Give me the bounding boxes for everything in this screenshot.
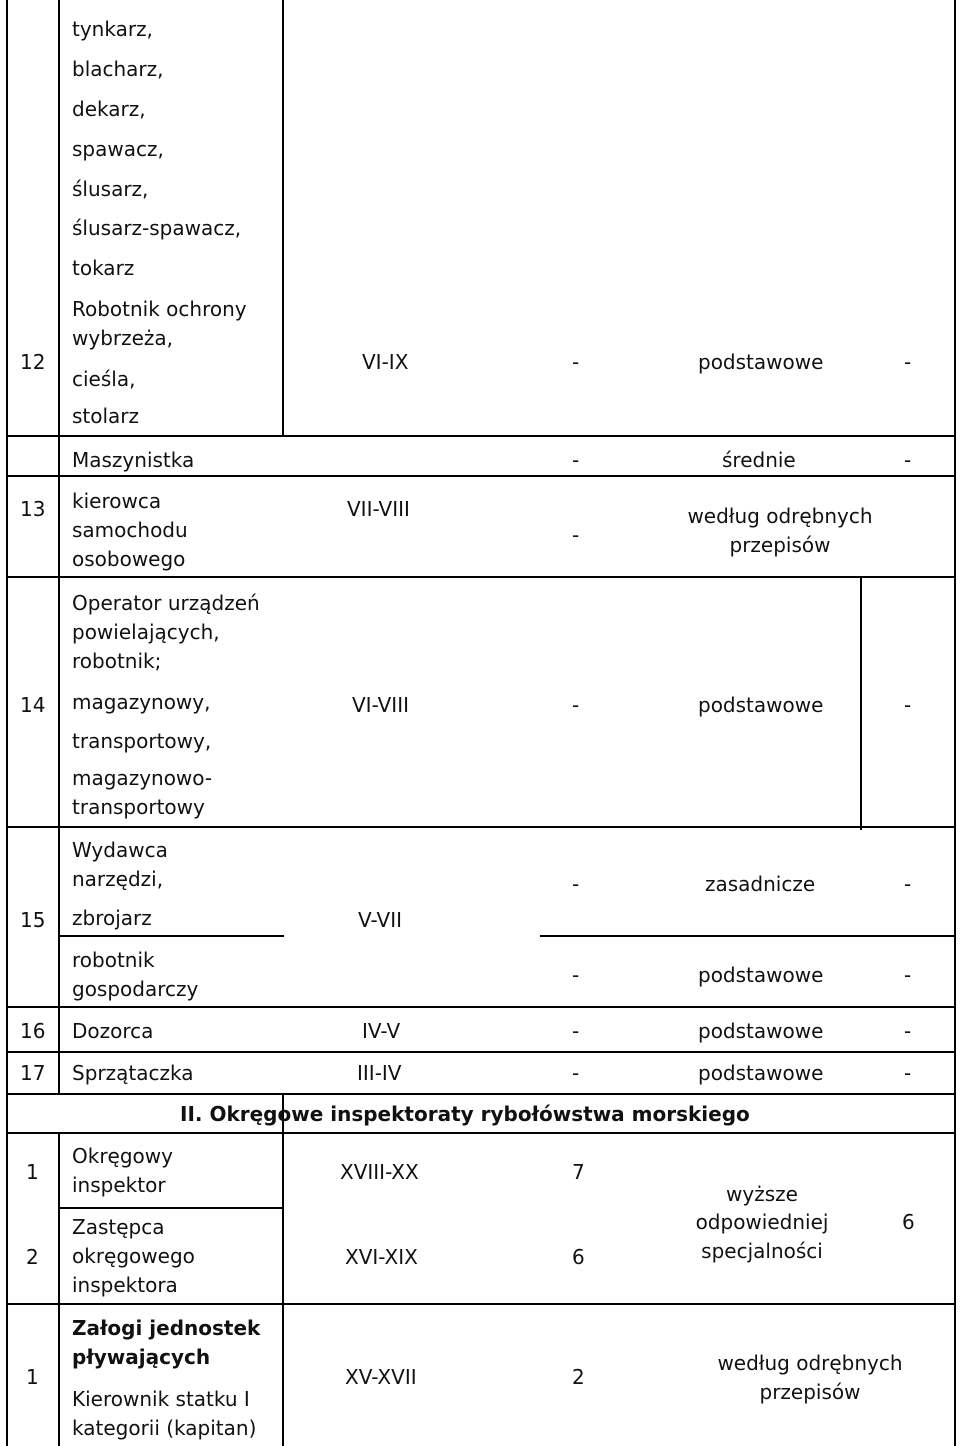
education: podstawowe [698, 1019, 824, 1043]
years-value: 7 [572, 1160, 585, 1184]
grade-range: XVIII-XX [340, 1160, 419, 1184]
education: przepisów [759, 1380, 861, 1404]
job-title: wybrzeża, [72, 326, 174, 350]
job-title: transportowy [72, 795, 205, 819]
job-title: zbrojarz [72, 906, 152, 930]
row-number: 14 [20, 693, 46, 717]
education: specjalności [701, 1239, 823, 1263]
education: zasadnicze [705, 872, 816, 896]
grade-range: VII-VIII [347, 497, 410, 521]
row-number: 1 [26, 1160, 39, 1184]
job-title: robotnik [72, 948, 155, 972]
job-title: magazynowy, [72, 690, 211, 714]
job-title: cieśla, [72, 367, 136, 391]
education: wyższe [726, 1182, 798, 1206]
row-number: 15 [20, 908, 46, 932]
job-title: magazynowo- [72, 766, 213, 790]
grade-range: XVI-XIX [345, 1245, 418, 1269]
years-dash: - [572, 448, 580, 472]
column-divider-number [58, 0, 60, 1094]
education: podstawowe [698, 350, 824, 374]
job-title: narzędzi, [72, 867, 164, 891]
row-rule [6, 475, 956, 477]
job-title: samochodu [72, 518, 188, 542]
years-dash: - [572, 872, 580, 896]
job-title: okręgowego [72, 1244, 195, 1268]
job-title: Robotnik ochrony [72, 297, 247, 321]
row-number: 1 [26, 1365, 39, 1389]
row-rule-partial [58, 935, 284, 937]
years-dash: - [572, 1061, 580, 1085]
last-dash: - [904, 963, 912, 987]
grade-range: V-VII [358, 908, 403, 932]
job-title: Kierownik statku I [72, 1387, 250, 1411]
last-dash: - [904, 872, 912, 896]
column-divider-number-lower [58, 1132, 60, 1446]
years-dash: - [572, 350, 580, 374]
job-title: gospodarczy [72, 977, 199, 1001]
job-title: Maszynistka [72, 448, 195, 472]
education: podstawowe [698, 693, 824, 717]
job-title: inspektor [72, 1173, 166, 1197]
row-number: 13 [20, 497, 46, 521]
last-dash: - [904, 1061, 912, 1085]
education: podstawowe [698, 963, 824, 987]
group-heading: pływających [72, 1345, 211, 1369]
last-value: 6 [902, 1210, 915, 1234]
education: podstawowe [698, 1061, 824, 1085]
row-number: 12 [20, 350, 46, 374]
years-dash: - [572, 693, 580, 717]
row-rule [6, 1051, 956, 1053]
job-title: powielających, [72, 620, 220, 644]
job-title: Dozorca [72, 1019, 154, 1043]
job-title: osobowego [72, 547, 186, 571]
job-title: robotnik; [72, 649, 162, 673]
row-rule [6, 1006, 956, 1008]
education: średnie [722, 448, 796, 472]
job-title: Operator urządzeń [72, 591, 260, 615]
row-rule [6, 1303, 956, 1305]
grade-range: VI-VIII [352, 693, 410, 717]
job-title: Wydawca [72, 838, 168, 862]
job-title: inspektora [72, 1273, 178, 1297]
row-rule [6, 826, 956, 828]
table-border-right [954, 0, 956, 1446]
job-title: Okręgowy [72, 1144, 173, 1168]
row-rule-partial [58, 1207, 284, 1209]
education: według odrębnych [717, 1351, 903, 1375]
job-title: kategorii (kapitan) [72, 1416, 257, 1440]
row-rule [6, 435, 956, 437]
job-title: tokarz [72, 256, 135, 280]
job-title: ślusarz-spawacz, [72, 216, 242, 240]
row-rule-partial [540, 935, 956, 937]
job-title: kierowca [72, 489, 162, 513]
row-rule [6, 1132, 956, 1134]
row-number: 16 [20, 1019, 46, 1043]
job-title: Sprzątaczka [72, 1061, 194, 1085]
grade-range: IV-V [362, 1019, 401, 1043]
last-dash: - [904, 1019, 912, 1043]
column-divider-edu [860, 576, 862, 830]
years-dash: - [572, 1019, 580, 1043]
section-title: II. Okręgowe inspektoraty rybołówstwa morskiego [180, 1102, 750, 1126]
job-title: transportowy, [72, 729, 212, 753]
row-rule [6, 1093, 956, 1095]
years-dash: - [572, 963, 580, 987]
job-title: spawacz, [72, 137, 164, 161]
column-divider-job [282, 0, 284, 436]
row-number: 17 [20, 1061, 46, 1085]
years-value: 2 [572, 1365, 585, 1389]
job-title: Zastępca [72, 1215, 165, 1239]
job-title: blacharz, [72, 57, 164, 81]
years-dash: - [572, 523, 580, 547]
job-title: ślusarz, [72, 177, 149, 201]
column-divider-job-mid [282, 1094, 284, 1446]
row-number: 2 [26, 1245, 39, 1269]
last-dash: - [904, 350, 912, 374]
group-heading: Załogi jednostek [72, 1316, 261, 1340]
years-value: 6 [572, 1245, 585, 1269]
table-border-left [6, 0, 8, 1446]
job-title: tynkarz, [72, 17, 153, 41]
last-dash: - [904, 448, 912, 472]
row-rule [6, 576, 956, 578]
job-title: dekarz, [72, 97, 146, 121]
last-dash: - [904, 693, 912, 717]
grade-range: XV-XVII [345, 1365, 417, 1389]
education: według odrębnych [687, 504, 873, 528]
job-title: stolarz [72, 404, 140, 428]
education: przepisów [729, 533, 831, 557]
education: odpowiedniej [695, 1210, 829, 1234]
grade-range: VI-IX [362, 350, 409, 374]
grade-range: III-IV [357, 1061, 402, 1085]
